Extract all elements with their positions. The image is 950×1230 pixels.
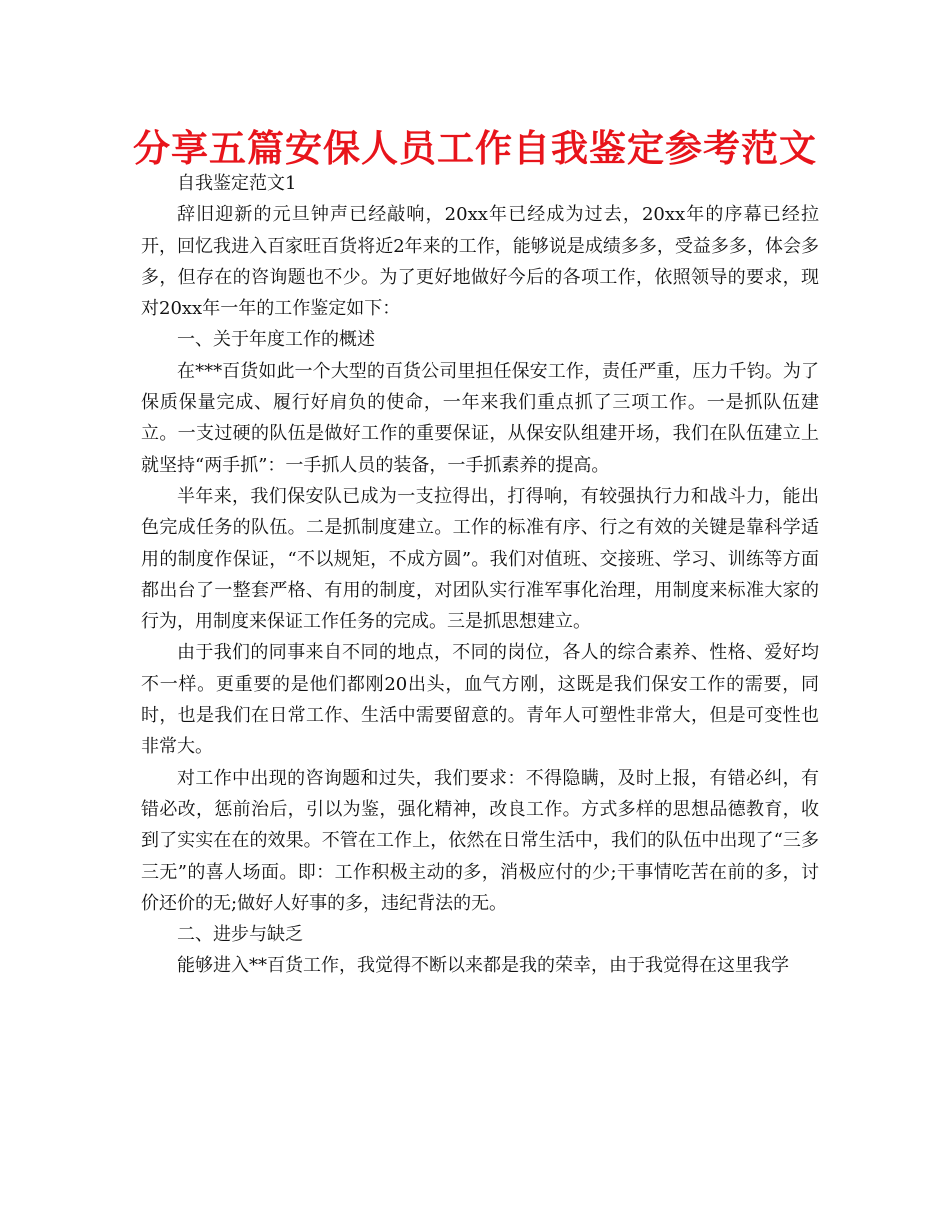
body-paragraph: 对工作中出现的咨询题和过失，我们要求：不得隐瞒，及时上报，有错必纠，有错必改，惩前治后，引以为鉴，强化精神，改良工作。方式多样的思想品德教育，收到了实实在在的效果。不管在工作上，依然在日常生活中，我们的队伍中出现了“三多三无”的喜人场面。即：工作积极主动的多，消极应付的少;干事情吃苦在前的多，讨价还价的无;做好人好事的多，违纪背法的无。 — [141, 767, 819, 914]
section-heading: 自我鉴定范文1 — [177, 173, 297, 194]
body-paragraph: 辞旧迎新的元旦钟声已经敲响，20xx年已经成为过去，20xx年的序幕已经拉开，回忆我进入百家旺百货将近2年来的工作，能够说是成绩多多，受益多多，体会多多，但存在的咨询题也不少。为了更好地做好今后的各项工作，依照领导的要求，现对20xx年一年的工作鉴定如下： — [141, 204, 819, 320]
body-paragraph: 半年来，我们保安队已成为一支拉得出，打得响，有较强执行力和战斗力，能出色完成任务的队伍。二是抓制度建立。工作的标准有序、行之有效的关键是靠科学适用的制度作保证，“不以规矩，不成方圆”。我们对值班、交接班、学习、训练等方面都出台了一整套严格、有用的制度，对团队实行准军事化治理，用制度来标准大家的行为，用制度来保证工作任务的完成。三是抓思想建立。 — [141, 485, 819, 633]
section-heading: 二、进步与缺乏 — [177, 924, 303, 946]
section-heading: 一、关于年度工作的概述 — [177, 329, 375, 351]
body-paragraph: 能够进入**百货工作，我觉得不断以来都是我的荣幸，由于我觉得在这里我学 — [177, 955, 789, 977]
body-paragraph: 在***百货如此一个大型的百货公司里担任保安工作，责任严重，压力千钧。为了保质保量完成、履行好肩负的使命，一年来我们重点抓了三项工作。一是抓队伍建立。一支过硬的队伍是做好工作的重要保证，从保安队组建开场，我们在队伍建立上就坚持“两手抓”：一手抓人员的装备，一手抓素养的提高。 — [141, 360, 819, 476]
body-paragraph: 由于我们的同事来自不同的地点，不同的岗位，各人的综合素养、性格、爱好均不一样。更重要的是他们都刚20出头，血气方刚，这既是我们保安工作的需要，同时，也是我们在日常工作、生活中需要留意的。青年人可塑性非常大，但是可变性也非常大。 — [141, 642, 819, 758]
document-title: 分享五篇安保人员工作自我鉴定参考范文 — [133, 127, 817, 170]
document-body — [141, 168, 819, 982]
